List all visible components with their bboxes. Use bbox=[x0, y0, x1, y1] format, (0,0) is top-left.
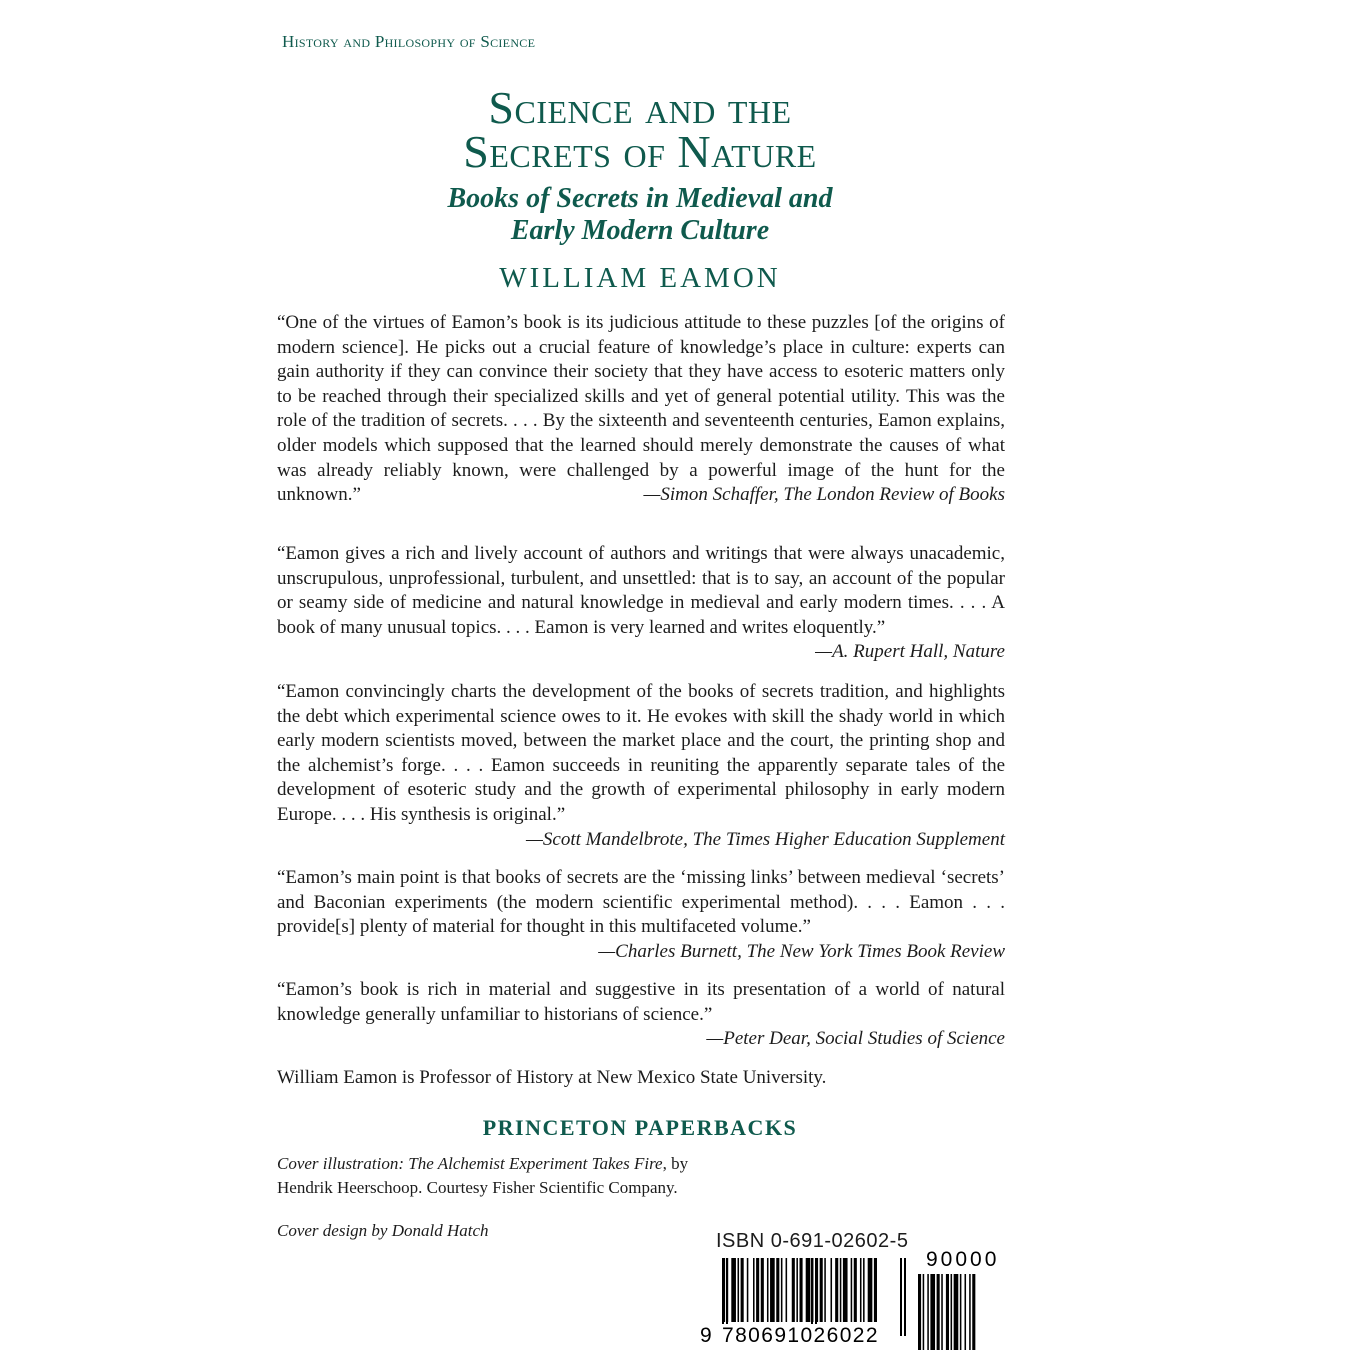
review-attribution: —Simon Schaffer, The London Review of Books bbox=[643, 484, 1005, 506]
barcode-bar bbox=[738, 1258, 740, 1322]
review-block bbox=[277, 311, 1005, 508]
barcode-bar bbox=[786, 1258, 788, 1322]
barcode bbox=[700, 1248, 1012, 1353]
barcode-bar bbox=[770, 1258, 775, 1322]
cover-credit-artist: Hendrik Heerschoop. Courtesy Fisher Scientific Company. bbox=[277, 1178, 678, 1197]
cover-credit-by: , by bbox=[662, 1154, 689, 1173]
barcode-bar bbox=[863, 1258, 865, 1322]
review-block bbox=[277, 542, 1005, 665]
barcode-bar bbox=[776, 1258, 779, 1322]
review-quote: “Eamon convincingly charts the development of the books of secrets tradition, and highlights the debt which experimental science owes to it. He evokes with skill the shady world in which early modern scientists moved, between the market place and the court, the printing shop and the alchemist’s forge. . . . Eamon succeeds in reuniting the apparently separate tales of the development of esoteric study and the growth of experimental philosophy in early modern Europe. . . . His synthesis is original.” bbox=[277, 681, 1005, 825]
review-quote: “Eamon gives a rich and lively account of authors and writings that were always unacademic, unscrupulous, unprofessional, turbulent, and unsettled: that is to say, an account of the popular or seamy side of medicine and natural knowledge in medieval and early modern times. . . . A book of many unusual topics. . . . Eamon is very learned and writes eloquently.” bbox=[277, 543, 1005, 638]
barcode-bar bbox=[761, 1258, 764, 1322]
barcode-bar bbox=[831, 1258, 833, 1322]
barcode-addon-bar bbox=[951, 1274, 953, 1350]
review-attribution: —Scott Mandelbrote, The Times Higher Education Supplement bbox=[526, 828, 1005, 850]
review-quote: “One of the virtues of Eamon’s book is its judicious attitude to these puzzles [of the origins of modern science]. He picks out a crucial feature of knowledge’s place in culture: experts can gain authority if they can convince their society that they have access to esoteric matters only to be reached through their specialized skills and yet of general potential utility. This was the role of the tradition of secrets. . . . By the sixteenth and seventeenth centuries, Eamon explains, older models which supposed that the learned should merely demonstrate the causes of what was already reliably known, were challenged by a powerful image of the hunt for the unknown.” bbox=[277, 312, 1005, 506]
review-block bbox=[277, 978, 1005, 1052]
book-title-line-2: Secrets of Nature bbox=[463, 126, 817, 177]
barcode-addon-bar bbox=[918, 1274, 921, 1350]
publisher-imprint: PRINCETON PAPERBACKS bbox=[482, 1115, 798, 1140]
review-attribution: —Peter Dear, Social Studies of Science bbox=[706, 1028, 1005, 1050]
barcode-bar bbox=[796, 1258, 798, 1322]
barcode-bar bbox=[851, 1258, 853, 1322]
subtitle-line-1: Books of Secrets in Medieval and bbox=[447, 183, 833, 214]
review-block bbox=[277, 680, 1005, 852]
barcode-addon-bar bbox=[969, 1274, 971, 1350]
cover-design-credit: Cover design by Donald Hatch bbox=[277, 1221, 489, 1240]
barcode-bar bbox=[753, 1258, 755, 1322]
book-title-line-1: Science and the bbox=[488, 82, 792, 133]
isbn-label: ISBN 0-691-02602-5 bbox=[716, 1230, 909, 1252]
barcode-addon-bar bbox=[965, 1274, 967, 1350]
review-attribution: —A. Rupert Hall, Nature bbox=[815, 641, 1005, 663]
review-attribution: —Charles Burnett, The New York Times Book Review bbox=[598, 940, 1005, 962]
barcode-addon-bar bbox=[930, 1274, 935, 1350]
author-bio: William Eamon is Professor of History at New Mexico State University. bbox=[277, 1067, 827, 1088]
barcode-addon-digits: 90000 bbox=[926, 1248, 1000, 1271]
barcode-bar bbox=[843, 1258, 848, 1322]
barcode-bar bbox=[741, 1258, 744, 1322]
barcode-digits: 780691026022 bbox=[722, 1324, 879, 1347]
barcode-bar bbox=[781, 1258, 783, 1322]
barcode-bar bbox=[835, 1258, 838, 1322]
barcode-guard-bar bbox=[900, 1258, 902, 1336]
barcode-addon-bar bbox=[923, 1274, 925, 1350]
series-label: History and Philosophy of Science bbox=[282, 32, 536, 51]
barcode-addon-bar bbox=[946, 1274, 949, 1350]
barcode-addon-bar bbox=[941, 1274, 943, 1350]
barcode-bar bbox=[756, 1258, 759, 1322]
barcode-guard-bar bbox=[904, 1258, 906, 1336]
barcode-bar bbox=[874, 1258, 877, 1322]
author-name: WILLIAM EAMON bbox=[499, 262, 781, 294]
barcode-bar bbox=[731, 1258, 736, 1322]
barcode-bar bbox=[747, 1258, 749, 1322]
barcode-addon-bar bbox=[960, 1274, 962, 1350]
barcode-bar bbox=[820, 1258, 823, 1322]
subtitle-line-2: Early Modern Culture bbox=[510, 215, 770, 246]
barcode-bar bbox=[806, 1258, 811, 1322]
barcode-addon-bar bbox=[972, 1274, 975, 1350]
barcode-bar bbox=[792, 1258, 795, 1322]
barcode-addon-bar bbox=[954, 1274, 959, 1350]
review-quote: “Eamon’s main point is that books of secrets are the ‘missing links’ between medieval ‘secrets’ and Baconian experiments (the modern scientific experimental method). . . . Eamon . . . provide[s] plenty of material for thought in this multifaceted volume.” bbox=[277, 867, 1005, 938]
barcode-bar bbox=[860, 1258, 862, 1322]
review-block bbox=[277, 866, 1005, 964]
cover-credit-title: Cover illustration: The Alchemist Experiment Takes Fire bbox=[277, 1154, 663, 1173]
barcode-bar bbox=[824, 1258, 826, 1322]
barcode-bar bbox=[800, 1258, 803, 1322]
barcode-bar bbox=[854, 1258, 857, 1322]
barcode-addon-bar bbox=[927, 1274, 929, 1350]
barcode-bar bbox=[767, 1258, 769, 1322]
barcode-addon-bar bbox=[937, 1274, 940, 1350]
barcode-lead-digit: 9 bbox=[700, 1324, 712, 1347]
barcode-bar bbox=[868, 1258, 873, 1322]
review-quote: “Eamon’s book is rich in material and suggestive in its presentation of a world of natural knowledge generally unfamiliar to historians of science.” bbox=[277, 979, 1005, 1025]
cover-illustration-credit bbox=[277, 1152, 688, 1200]
barcode-bar bbox=[840, 1258, 842, 1322]
